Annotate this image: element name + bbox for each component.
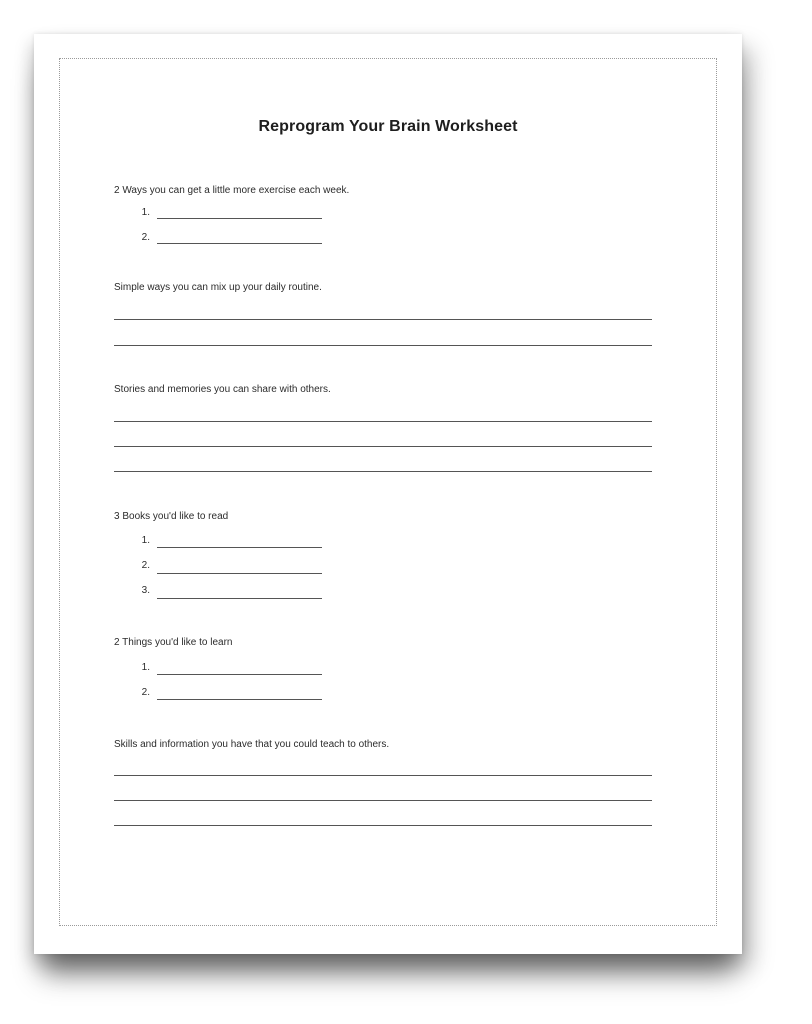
- answer-line[interactable]: [157, 547, 322, 548]
- answer-line[interactable]: [157, 598, 322, 599]
- answer-line[interactable]: [157, 699, 322, 700]
- writing-line[interactable]: [114, 319, 652, 320]
- answer-line[interactable]: [157, 573, 322, 574]
- worksheet-page: [34, 34, 742, 954]
- item-number: 1.: [141, 207, 150, 218]
- answer-line[interactable]: [157, 243, 322, 244]
- writing-line[interactable]: [114, 446, 652, 447]
- writing-line[interactable]: [114, 775, 652, 776]
- item-number: 1.: [141, 535, 150, 546]
- prompt-routine: Simple ways you can mix up your daily routine.: [114, 282, 322, 293]
- writing-line[interactable]: [114, 421, 652, 422]
- writing-line[interactable]: [114, 471, 652, 472]
- item-number: 3.: [141, 585, 150, 596]
- prompt-exercise: 2 Ways you can get a little more exercise each week.: [114, 185, 350, 196]
- answer-line[interactable]: [157, 218, 322, 219]
- prompt-skills: Skills and information you have that you could teach to others.: [114, 739, 390, 750]
- item-number: 2.: [141, 560, 150, 571]
- writing-line[interactable]: [114, 800, 652, 801]
- writing-line[interactable]: [114, 825, 652, 826]
- answer-line[interactable]: [157, 674, 322, 675]
- item-number: 2.: [141, 687, 150, 698]
- writing-line[interactable]: [114, 345, 652, 346]
- item-number: 2.: [141, 232, 150, 243]
- worksheet-title: Reprogram Your Brain Worksheet: [258, 118, 518, 135]
- prompt-learn: 2 Things you'd like to learn: [114, 637, 233, 648]
- prompt-stories: Stories and memories you can share with others.: [114, 384, 331, 395]
- prompt-books: 3 Books you'd like to read: [114, 511, 229, 522]
- item-number: 1.: [141, 662, 150, 673]
